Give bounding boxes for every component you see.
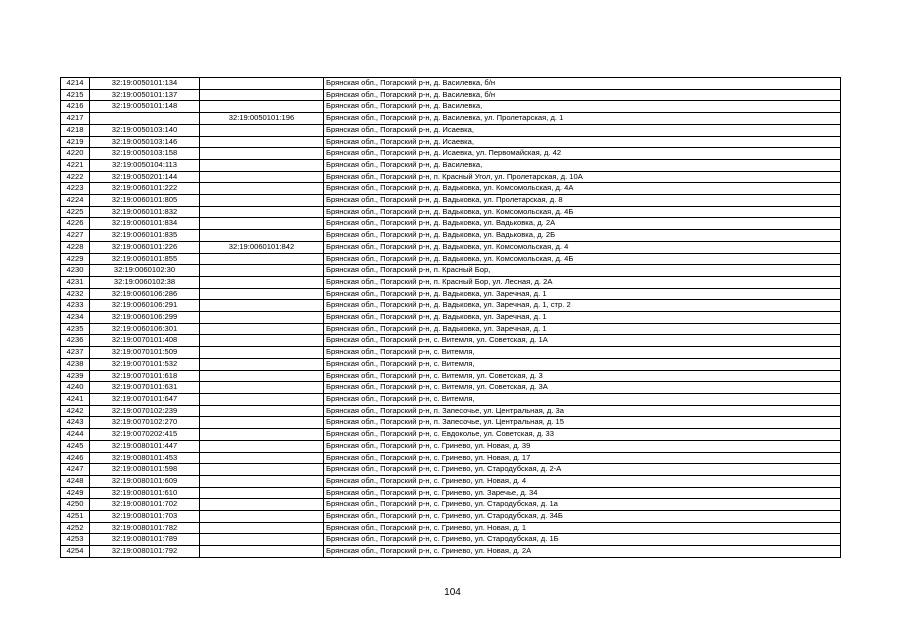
row-number-cell: 4240 xyxy=(61,382,90,394)
previous-cadastral-number-cell xyxy=(200,89,324,101)
previous-cadastral-number-cell xyxy=(200,78,324,90)
address-cell: Брянская обл., Погарский р-н, с. Гринево, ул. Стародубская, д. 1Б xyxy=(324,534,841,546)
previous-cadastral-number-cell xyxy=(200,148,324,160)
cadastral-number-cell: 32:19:0060101:222 xyxy=(90,183,200,195)
cadastral-number-cell: 32:19:0060106:299 xyxy=(90,312,200,324)
cadastral-number-cell: 32:19:0050104:113 xyxy=(90,159,200,171)
address-cell: Брянская обл., Погарский р-н, д. Вадьковка, ул. Комсомольская, д. 4 xyxy=(324,241,841,253)
previous-cadastral-number-cell xyxy=(200,429,324,441)
row-number-cell: 4247 xyxy=(61,464,90,476)
previous-cadastral-number-cell xyxy=(200,312,324,324)
row-number-cell: 4224 xyxy=(61,195,90,207)
cadastral-number-cell: 32:19:0080101:447 xyxy=(90,440,200,452)
address-cell: Брянская обл., Погарский р-н, с. Гринево, ул. Новая, д. 4 xyxy=(324,475,841,487)
table-row xyxy=(61,522,841,534)
address-cell: Брянская обл., Погарский р-н, д. Вадьковка, ул. Заречная, д. 1 xyxy=(324,312,841,324)
address-cell: Брянская обл., Погарский р-н, с. Гринево, ул. Новая, д. 17 xyxy=(324,452,841,464)
row-number-cell: 4235 xyxy=(61,323,90,335)
previous-cadastral-number-cell xyxy=(200,475,324,487)
previous-cadastral-number-cell xyxy=(200,452,324,464)
address-cell: Брянская обл., Погарский р-н, п. Красный Бор, xyxy=(324,265,841,277)
cadastral-number-cell: 32:19:0070101:532 xyxy=(90,358,200,370)
row-number-cell: 4225 xyxy=(61,206,90,218)
table-row xyxy=(61,113,841,125)
table-row xyxy=(61,335,841,347)
cadastral-number-cell: 32:19:0080101:610 xyxy=(90,487,200,499)
row-number-cell: 4214 xyxy=(61,78,90,90)
previous-cadastral-number-cell xyxy=(200,195,324,207)
row-number-cell: 4246 xyxy=(61,452,90,464)
address-cell: Брянская обл., Погарский р-н, с. Витемля, xyxy=(324,393,841,405)
address-cell: Брянская обл., Погарский р-н, д. Василевка, xyxy=(324,159,841,171)
cadastral-number-cell: 32:19:0080101:598 xyxy=(90,464,200,476)
row-number-cell: 4221 xyxy=(61,159,90,171)
cadastral-number-cell: 32:19:0070101:408 xyxy=(90,335,200,347)
previous-cadastral-number-cell xyxy=(200,487,324,499)
table-row xyxy=(61,101,841,113)
table-row xyxy=(61,218,841,230)
cadastral-number-cell: 32:19:0050103:158 xyxy=(90,148,200,160)
previous-cadastral-number-cell xyxy=(200,347,324,359)
address-cell: Брянская обл., Погарский р-н, с. Гринево, ул. Заречье, д. 34 xyxy=(324,487,841,499)
previous-cadastral-number-cell xyxy=(200,534,324,546)
cadastral-number-cell: 32:19:0070101:647 xyxy=(90,393,200,405)
row-number-cell: 4217 xyxy=(61,113,90,125)
table-row xyxy=(61,148,841,160)
cadastral-number-cell: 32:19:0050201:144 xyxy=(90,171,200,183)
cadastral-number-cell: 32:19:0080101:609 xyxy=(90,475,200,487)
cadastral-number-cell: 32:19:0050103:140 xyxy=(90,124,200,136)
previous-cadastral-number-cell xyxy=(200,159,324,171)
previous-cadastral-number-cell xyxy=(200,393,324,405)
previous-cadastral-number-cell xyxy=(200,276,324,288)
address-cell: Брянская обл., Погарский р-н, д. Вадьковка, ул. Вадьковка, д. 2А xyxy=(324,218,841,230)
row-number-cell: 4244 xyxy=(61,429,90,441)
row-number-cell: 4226 xyxy=(61,218,90,230)
address-cell: Брянская обл., Погарский р-н, с. Гринево, ул. Стародубская, д. 34Б xyxy=(324,511,841,523)
cadastral-number-cell: 32:19:0060102:30 xyxy=(90,265,200,277)
previous-cadastral-number-cell xyxy=(200,417,324,429)
previous-cadastral-number-cell xyxy=(200,464,324,476)
address-cell: Брянская обл., Погарский р-н, с. Гринево, ул. Новая, д. 1 xyxy=(324,522,841,534)
cadastral-number-cell: 32:19:0080101:453 xyxy=(90,452,200,464)
row-number-cell: 4242 xyxy=(61,405,90,417)
row-number-cell: 4251 xyxy=(61,511,90,523)
table-row xyxy=(61,241,841,253)
cadastral-number-cell: 32:19:0050101:134 xyxy=(90,78,200,90)
address-cell: Брянская обл., Погарский р-н, с. Витемля, xyxy=(324,347,841,359)
address-cell: Брянская обл., Погарский р-н, д. Вадьковка, ул. Заречная, д. 1 xyxy=(324,323,841,335)
table-row xyxy=(61,405,841,417)
previous-cadastral-number-cell xyxy=(200,440,324,452)
previous-cadastral-number-cell xyxy=(200,230,324,242)
cadastral-number-cell: 32:19:0050101:137 xyxy=(90,89,200,101)
row-number-cell: 4215 xyxy=(61,89,90,101)
row-number-cell: 4241 xyxy=(61,393,90,405)
previous-cadastral-number-cell xyxy=(200,323,324,335)
table-row xyxy=(61,347,841,359)
row-number-cell: 4243 xyxy=(61,417,90,429)
previous-cadastral-number-cell xyxy=(200,171,324,183)
row-number-cell: 4231 xyxy=(61,276,90,288)
table-row xyxy=(61,382,841,394)
row-number-cell: 4220 xyxy=(61,148,90,160)
cadastral-number-cell: 32:19:0060101:832 xyxy=(90,206,200,218)
previous-cadastral-number-cell xyxy=(200,370,324,382)
previous-cadastral-number-cell xyxy=(200,206,324,218)
cadastral-number-cell: 32:19:0060101:855 xyxy=(90,253,200,265)
address-cell: Брянская обл., Погарский р-н, с. Витемля, ул. Советская, д. 1А xyxy=(324,335,841,347)
cadastral-number-cell: 32:19:0080101:792 xyxy=(90,546,200,558)
row-number-cell: 4252 xyxy=(61,522,90,534)
address-cell: Брянская обл., Погарский р-н, д. Вадьковка, ул. Комсомольская, д. 4Б xyxy=(324,206,841,218)
table-row xyxy=(61,288,841,300)
table-row xyxy=(61,159,841,171)
table-row xyxy=(61,124,841,136)
table-row xyxy=(61,276,841,288)
table-row xyxy=(61,393,841,405)
address-cell: Брянская обл., Погарский р-н, д. Исаевка, ул. Первомайская, д. 42 xyxy=(324,148,841,160)
address-cell: Брянская обл., Погарский р-н, п. Запесочье, ул. Центральная, д. 15 xyxy=(324,417,841,429)
row-number-cell: 4218 xyxy=(61,124,90,136)
table-row xyxy=(61,323,841,335)
table-row xyxy=(61,417,841,429)
address-cell: Брянская обл., Погарский р-н, д. Василевка, ул. Пролетарская, д. 1 xyxy=(324,113,841,125)
previous-cadastral-number-cell xyxy=(200,405,324,417)
address-cell: Брянская обл., Погарский р-н, д. Исаевка, xyxy=(324,136,841,148)
row-number-cell: 4236 xyxy=(61,335,90,347)
property-register-table xyxy=(60,77,841,558)
previous-cadastral-number-cell xyxy=(200,511,324,523)
table-row xyxy=(61,312,841,324)
table-row xyxy=(61,429,841,441)
cadastral-number-cell: 32:19:0070102:270 xyxy=(90,417,200,429)
address-cell: Брянская обл., Погарский р-н, п. Красный Бор, ул. Лесная, д. 2А xyxy=(324,276,841,288)
page-number: 104 xyxy=(444,587,461,598)
address-cell: Брянская обл., Погарский р-н, с. Гринево, ул. Стародубская, д. 1а xyxy=(324,499,841,511)
address-cell: Брянская обл., Погарский р-н, д. Вадьковка, ул. Комсомольская, д. 4Б xyxy=(324,253,841,265)
table-row xyxy=(61,452,841,464)
row-number-cell: 4223 xyxy=(61,183,90,195)
table-row xyxy=(61,265,841,277)
address-cell: Брянская обл., Погарский р-н, с. Витемля, ул. Советская, д. 3А xyxy=(324,382,841,394)
row-number-cell: 4250 xyxy=(61,499,90,511)
cadastral-number-cell: 32:19:0060101:805 xyxy=(90,195,200,207)
cadastral-number-cell: 32:19:0070202:415 xyxy=(90,429,200,441)
table-row xyxy=(61,230,841,242)
cadastral-number-cell: 32:19:0070101:631 xyxy=(90,382,200,394)
address-cell: Брянская обл., Погарский р-н, с. Гринево, ул. Новая, д. 39 xyxy=(324,440,841,452)
row-number-cell: 4253 xyxy=(61,534,90,546)
cadastral-number-cell: 32:19:0070101:509 xyxy=(90,347,200,359)
cadastral-number-cell: 32:19:0060101:835 xyxy=(90,230,200,242)
previous-cadastral-number-cell: 32:19:0060101:842 xyxy=(200,241,324,253)
previous-cadastral-number-cell xyxy=(200,382,324,394)
previous-cadastral-number-cell xyxy=(200,300,324,312)
previous-cadastral-number-cell xyxy=(200,522,324,534)
table-row xyxy=(61,171,841,183)
row-number-cell: 4239 xyxy=(61,370,90,382)
row-number-cell: 4238 xyxy=(61,358,90,370)
address-cell: Брянская обл., Погарский р-н, с. Витемля, ул. Советская, д. 3 xyxy=(324,370,841,382)
row-number-cell: 4227 xyxy=(61,230,90,242)
cadastral-number-cell: 32:19:0080101:789 xyxy=(90,534,200,546)
previous-cadastral-number-cell xyxy=(200,335,324,347)
previous-cadastral-number-cell xyxy=(200,124,324,136)
previous-cadastral-number-cell xyxy=(200,253,324,265)
cadastral-number-cell: 32:19:0080101:702 xyxy=(90,499,200,511)
previous-cadastral-number-cell: 32:19:0050101:196 xyxy=(200,113,324,125)
cadastral-number-cell: 32:19:0050103:146 xyxy=(90,136,200,148)
cadastral-number-cell: 32:19:0050101:148 xyxy=(90,101,200,113)
address-cell: Брянская обл., Погарский р-н, д. Вадьковка, ул. Пролетарская, д. 8 xyxy=(324,195,841,207)
previous-cadastral-number-cell xyxy=(200,183,324,195)
table-row xyxy=(61,300,841,312)
cadastral-number-cell: 32:19:0080101:782 xyxy=(90,522,200,534)
address-cell: Брянская обл., Погарский р-н, д. Вадьковка, ул. Заречная, д. 1, стр. 2 xyxy=(324,300,841,312)
row-number-cell: 4232 xyxy=(61,288,90,300)
cadastral-number-cell: 32:19:0060106:286 xyxy=(90,288,200,300)
table-row xyxy=(61,78,841,90)
cadastral-number-cell: 32:19:0060106:301 xyxy=(90,323,200,335)
table-row xyxy=(61,195,841,207)
table-body xyxy=(61,78,841,558)
address-cell: Брянская обл., Погарский р-н, д. Василевка, б/н xyxy=(324,78,841,90)
row-number-cell: 4254 xyxy=(61,546,90,558)
cadastral-number-cell: 32:19:0070101:618 xyxy=(90,370,200,382)
address-cell: Брянская обл., Погарский р-н, д. Исаевка, xyxy=(324,124,841,136)
table-row xyxy=(61,464,841,476)
table-row xyxy=(61,534,841,546)
table-row xyxy=(61,475,841,487)
row-number-cell: 4222 xyxy=(61,171,90,183)
row-number-cell: 4229 xyxy=(61,253,90,265)
previous-cadastral-number-cell xyxy=(200,265,324,277)
table-row xyxy=(61,206,841,218)
cadastral-number-cell: 32:19:0060101:226 xyxy=(90,241,200,253)
cadastral-number-cell: 32:19:0060106:291 xyxy=(90,300,200,312)
previous-cadastral-number-cell xyxy=(200,288,324,300)
address-cell: Брянская обл., Погарский р-н, с. Витемля, xyxy=(324,358,841,370)
previous-cadastral-number-cell xyxy=(200,499,324,511)
cadastral-number-cell: 32:19:0070102:239 xyxy=(90,405,200,417)
previous-cadastral-number-cell xyxy=(200,546,324,558)
table-row xyxy=(61,358,841,370)
address-cell: Брянская обл., Погарский р-н, п. Красный Угол, ул. Пролетарская, д. 10А xyxy=(324,171,841,183)
address-cell: Брянская обл., Погарский р-н, с. Гринево, ул. Стародубская, д. 2-А xyxy=(324,464,841,476)
address-cell: Брянская обл., Погарский р-н, д. Вадьковка, ул. Вадьковка, д. 2Б xyxy=(324,230,841,242)
row-number-cell: 4234 xyxy=(61,312,90,324)
cadastral-number-cell: 32:19:0060102:38 xyxy=(90,276,200,288)
table-row xyxy=(61,499,841,511)
row-number-cell: 4249 xyxy=(61,487,90,499)
address-cell: Брянская обл., Погарский р-н, с. Евдоколье, ул. Советская, д. 33 xyxy=(324,429,841,441)
table-row xyxy=(61,370,841,382)
previous-cadastral-number-cell xyxy=(200,136,324,148)
row-number-cell: 4219 xyxy=(61,136,90,148)
row-number-cell: 4228 xyxy=(61,241,90,253)
previous-cadastral-number-cell xyxy=(200,218,324,230)
address-cell: Брянская обл., Погарский р-н, п. Запесочье, ул. Центральная, д. 3а xyxy=(324,405,841,417)
table-row xyxy=(61,89,841,101)
row-number-cell: 4230 xyxy=(61,265,90,277)
address-cell: Брянская обл., Погарский р-н, д. Василевка, xyxy=(324,101,841,113)
row-number-cell: 4237 xyxy=(61,347,90,359)
cadastral-number-cell: 32:19:0060101:834 xyxy=(90,218,200,230)
row-number-cell: 4248 xyxy=(61,475,90,487)
cadastral-number-cell: 32:19:0080101:703 xyxy=(90,511,200,523)
table-row xyxy=(61,546,841,558)
address-cell: Брянская обл., Погарский р-н, с. Гринево, ул. Новая, д. 2А xyxy=(324,546,841,558)
table-row xyxy=(61,440,841,452)
table-row xyxy=(61,136,841,148)
address-cell: Брянская обл., Погарский р-н, д. Вадьковка, ул. Комсомольская, д. 4А xyxy=(324,183,841,195)
table-row xyxy=(61,511,841,523)
row-number-cell: 4233 xyxy=(61,300,90,312)
cadastral-number-cell xyxy=(90,113,200,125)
address-cell: Брянская обл., Погарский р-н, д. Вадьковка, ул. Заречная, д. 1 xyxy=(324,288,841,300)
row-number-cell: 4216 xyxy=(61,101,90,113)
address-cell: Брянская обл., Погарский р-н, д. Василевка, б/н xyxy=(324,89,841,101)
previous-cadastral-number-cell xyxy=(200,101,324,113)
table-row xyxy=(61,183,841,195)
table-row xyxy=(61,253,841,265)
table-row xyxy=(61,487,841,499)
row-number-cell: 4245 xyxy=(61,440,90,452)
previous-cadastral-number-cell xyxy=(200,358,324,370)
